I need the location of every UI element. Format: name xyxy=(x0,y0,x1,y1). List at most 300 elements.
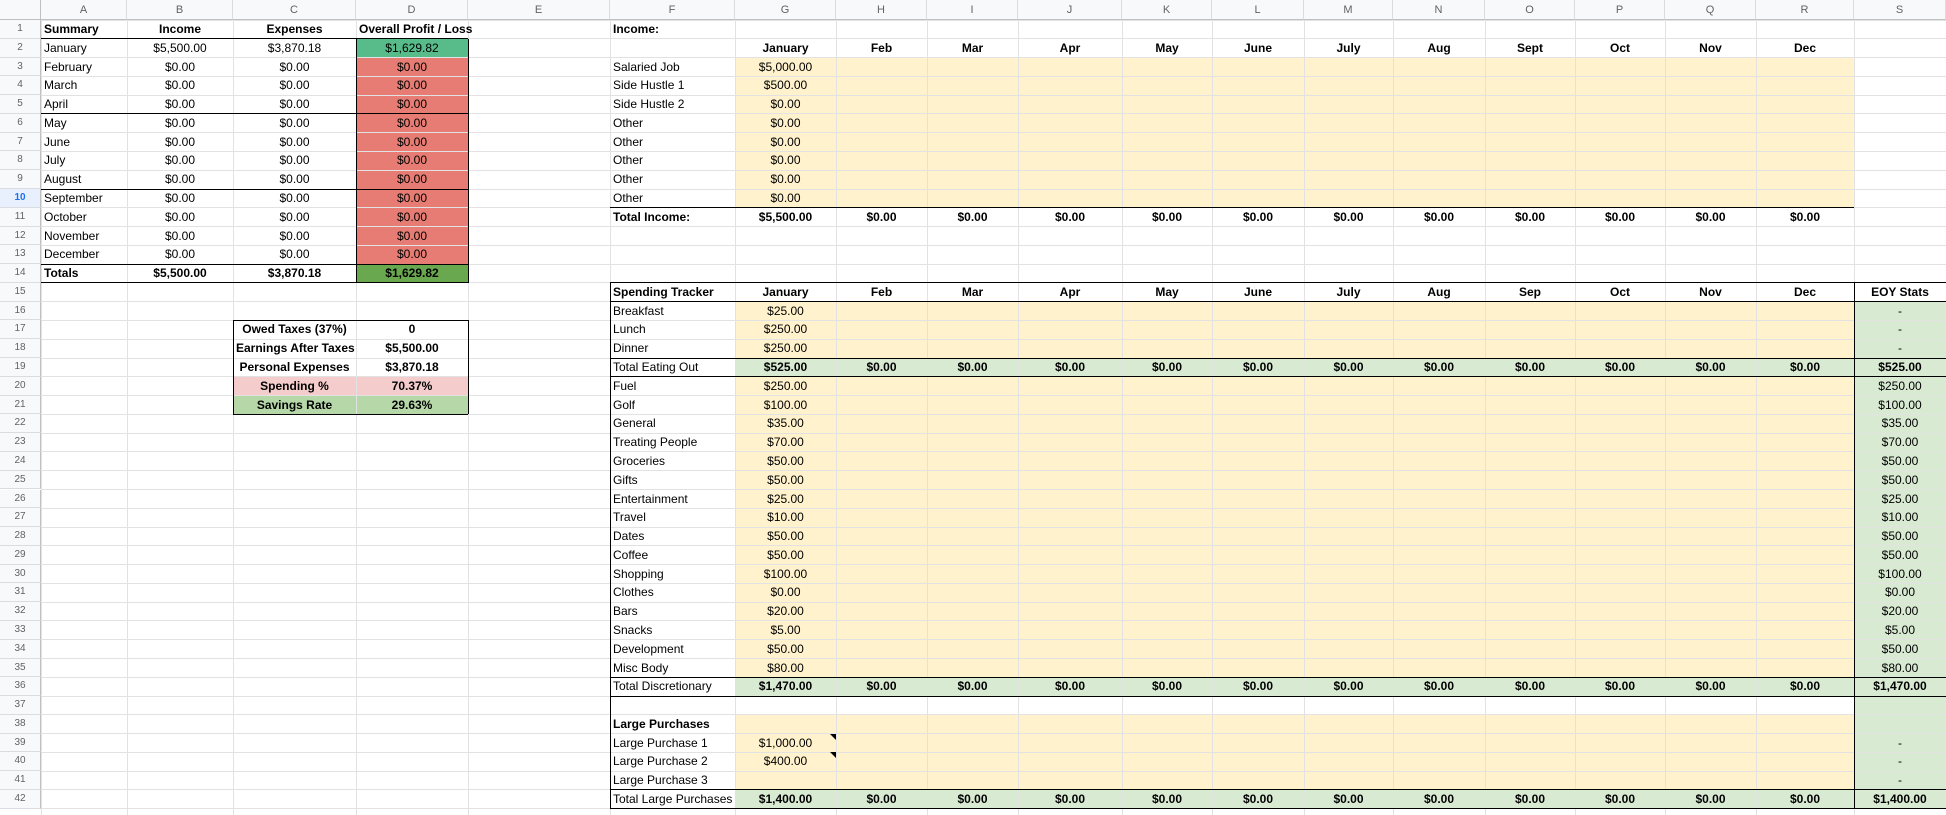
summary-value[interactable]: $0.00 xyxy=(396,59,428,74)
row-header-31[interactable]: 31 xyxy=(0,583,41,602)
summary-value[interactable]: $0.00 xyxy=(396,115,428,130)
expense-value[interactable]: $250.00 xyxy=(763,378,808,393)
summary-border xyxy=(41,38,468,39)
row-header-26[interactable]: 26 xyxy=(0,490,41,509)
spending-month-header[interactable]: Apr xyxy=(1059,284,1081,299)
column-header-j[interactable]: J xyxy=(1018,0,1122,20)
disc-total-value[interactable]: $0.00 xyxy=(1054,679,1086,694)
large-total-value[interactable]: $0.00 xyxy=(1333,791,1364,806)
income-month-header[interactable]: Aug xyxy=(1427,40,1451,55)
income-month-header[interactable]: June xyxy=(1243,40,1272,55)
large-total-value[interactable]: $0.00 xyxy=(1151,791,1183,806)
expense-category[interactable]: Groceries xyxy=(613,453,666,468)
stat-value[interactable]: 29.63% xyxy=(391,397,433,412)
row-header-3[interactable]: 3 xyxy=(0,58,41,77)
spending-month-header[interactable]: Dec xyxy=(1793,284,1816,299)
row-header-12[interactable]: 12 xyxy=(0,227,41,246)
row-header-19[interactable]: 19 xyxy=(0,358,41,377)
row-header-14[interactable]: 14 xyxy=(0,264,41,283)
expense-value[interactable]: $100.00 xyxy=(763,566,808,581)
summary-value[interactable]: $0.00 xyxy=(396,191,428,206)
row-header-8[interactable]: 8 xyxy=(0,151,41,170)
eating-total-value[interactable]: $0.00 xyxy=(1423,360,1455,375)
summary-value[interactable]: $0.00 xyxy=(396,134,428,149)
stat-label[interactable]: Earnings After Taxes xyxy=(236,341,355,356)
eoy-value[interactable]: $0.00 xyxy=(1884,585,1916,600)
large-total-value[interactable]: $0.00 xyxy=(1695,791,1726,806)
column-header-d[interactable]: D xyxy=(356,0,468,20)
eoy-value[interactable]: $50.00 xyxy=(1881,453,1919,468)
eoy-value[interactable]: $5.00 xyxy=(1884,622,1916,637)
row-gridline xyxy=(41,771,1946,772)
expense-category[interactable]: Misc Body xyxy=(613,660,669,675)
summary-value[interactable]: $0.00 xyxy=(164,78,196,93)
row-header-21[interactable]: 21 xyxy=(0,396,41,415)
summary-total[interactable]: $3,870.18 xyxy=(267,266,322,281)
comment-indicator-icon[interactable] xyxy=(830,752,836,758)
row-header-39[interactable]: 39 xyxy=(0,734,41,753)
row-header-30[interactable]: 30 xyxy=(0,565,41,584)
summary-month[interactable]: July xyxy=(44,153,66,168)
income-source[interactable]: Other xyxy=(613,153,644,168)
stat-value[interactable]: 0 xyxy=(408,322,416,337)
summary-month[interactable]: June xyxy=(44,134,71,149)
income-total-value[interactable]: $0.00 xyxy=(1695,209,1726,224)
disc-total-value[interactable]: $0.00 xyxy=(866,679,897,694)
income-total-value[interactable]: $0.00 xyxy=(1054,209,1086,224)
summary-value[interactable]: $0.00 xyxy=(279,134,310,149)
eoy-value[interactable]: $10.00 xyxy=(1881,510,1919,525)
income-month-header[interactable]: Mar xyxy=(961,40,984,55)
large-total-value[interactable]: $0.00 xyxy=(1604,791,1636,806)
row-header-36[interactable]: 36 xyxy=(0,677,41,696)
select-all-corner[interactable] xyxy=(0,0,41,20)
column-header-e[interactable]: E xyxy=(468,0,610,20)
column-header-m[interactable]: M xyxy=(1304,0,1393,20)
eoy-value[interactable]: - xyxy=(1898,322,1902,337)
income-source[interactable]: Other xyxy=(613,115,644,130)
row-header-38[interactable]: 38 xyxy=(0,715,41,734)
expense-value[interactable]: $50.00 xyxy=(767,641,804,656)
income-value[interactable]: $0.00 xyxy=(770,115,801,130)
spending-month-header[interactable]: Oct xyxy=(1609,284,1630,299)
large-purchase-label[interactable]: Large Purchase 1 xyxy=(613,735,708,750)
spending-month-header[interactable]: July xyxy=(1336,284,1361,299)
summary-value[interactable]: $0.00 xyxy=(164,209,196,224)
eoy-value[interactable]: $35.00 xyxy=(1881,416,1919,431)
income-value[interactable]: $5,000.00 xyxy=(758,59,813,74)
row-header-5[interactable]: 5 xyxy=(0,95,41,114)
summary-total[interactable]: $1,629.82 xyxy=(385,266,439,281)
income-total-value[interactable]: $0.00 xyxy=(866,209,897,224)
summary-value[interactable]: $0.00 xyxy=(279,115,310,130)
row-gridline xyxy=(41,489,1946,490)
expense-value[interactable]: $20.00 xyxy=(767,604,804,619)
column-header-l[interactable]: L xyxy=(1212,0,1304,20)
disc-total-value[interactable]: $0.00 xyxy=(1789,679,1821,694)
eoy-value[interactable]: $25.00 xyxy=(1881,491,1919,506)
expense-value[interactable]: $0.00 xyxy=(770,585,801,600)
large-total-label[interactable]: Total Large Purchases xyxy=(613,791,733,806)
summary-month[interactable]: October xyxy=(44,209,87,224)
eoy-value[interactable]: - xyxy=(1898,341,1902,356)
summary-header[interactable]: Income xyxy=(158,22,201,36)
expense-category[interactable]: Shopping xyxy=(613,566,664,581)
eoy-value[interactable]: $50.00 xyxy=(1881,641,1919,656)
summary-value[interactable]: $0.00 xyxy=(279,247,310,262)
income-source[interactable]: Side Hustle 1 xyxy=(613,78,685,93)
eoy-value[interactable]: $100.00 xyxy=(1878,397,1922,412)
summary-month[interactable]: March xyxy=(44,78,78,93)
summary-month[interactable]: February xyxy=(44,59,93,74)
eoy-value[interactable]: - xyxy=(1898,754,1902,769)
spending-month-header[interactable]: Feb xyxy=(870,284,893,299)
eating-total-value[interactable]: $0.00 xyxy=(1054,360,1086,375)
income-month-header[interactable]: Sept xyxy=(1516,40,1543,55)
column-header-h[interactable]: H xyxy=(836,0,927,20)
summary-value[interactable]: $5,500.00 xyxy=(153,40,207,55)
expense-value[interactable]: $25.00 xyxy=(767,491,804,506)
eoy-value[interactable]: $70.00 xyxy=(1881,435,1919,450)
column-header-s[interactable]: S xyxy=(1854,0,1946,20)
income-month-header[interactable]: Apr xyxy=(1059,40,1081,55)
eoy-value[interactable]: - xyxy=(1898,303,1902,318)
row-header-37[interactable]: 37 xyxy=(0,696,41,715)
expense-category[interactable]: Bars xyxy=(613,604,638,619)
row-header-28[interactable]: 28 xyxy=(0,527,41,546)
row-header-1[interactable]: 1 xyxy=(0,20,41,39)
row-header-24[interactable]: 24 xyxy=(0,452,41,471)
spending-title[interactable]: Spending Tracker xyxy=(613,284,714,299)
expense-value[interactable]: $250.00 xyxy=(763,322,808,337)
summary-header[interactable]: Expenses xyxy=(266,22,323,36)
eating-total-label[interactable]: Total Eating Out xyxy=(613,360,699,375)
eoy-header[interactable]: EOY Stats xyxy=(1871,284,1929,299)
eating-total-value[interactable]: $0.00 xyxy=(957,360,988,375)
column-header-b[interactable]: B xyxy=(127,0,233,20)
spending-month-header[interactable]: Mar xyxy=(961,284,984,299)
expense-category[interactable]: Travel xyxy=(613,510,646,525)
column-header-q[interactable]: Q xyxy=(1665,0,1756,20)
row-header-33[interactable]: 33 xyxy=(0,621,41,640)
large-total-value[interactable]: $0.00 xyxy=(1423,791,1455,806)
income-source[interactable]: Other xyxy=(613,191,644,206)
spending-month-header[interactable]: June xyxy=(1243,284,1272,299)
row-header-11[interactable]: 11 xyxy=(0,208,41,227)
stat-label[interactable]: Savings Rate xyxy=(256,397,333,412)
summary-value[interactable]: $0.00 xyxy=(279,78,310,93)
large-total-value[interactable]: $0.00 xyxy=(1242,791,1274,806)
row-header-13[interactable]: 13 xyxy=(0,245,41,264)
row-header-27[interactable]: 27 xyxy=(0,508,41,527)
large-purchase-value[interactable]: $400.00 xyxy=(763,754,808,769)
stats-border xyxy=(233,414,468,415)
large-purchase-label[interactable]: Large Purchase 2 xyxy=(613,754,708,769)
disc-total-value[interactable]: $1,470.00 xyxy=(758,679,813,694)
summary-month[interactable]: November xyxy=(44,228,100,243)
summary-value[interactable]: $0.00 xyxy=(396,209,428,224)
expense-category[interactable]: Breakfast xyxy=(613,303,664,318)
summary-value[interactable]: $0.00 xyxy=(279,153,310,168)
eating-total-value[interactable]: $525.00 xyxy=(763,360,808,375)
summary-month[interactable]: December xyxy=(44,247,100,262)
expense-category[interactable]: Gifts xyxy=(613,472,638,487)
summary-value[interactable]: $0.00 xyxy=(164,153,196,168)
eating-total-value[interactable]: $0.00 xyxy=(1604,360,1636,375)
income-month-header[interactable]: May xyxy=(1155,40,1179,55)
expense-value[interactable]: $50.00 xyxy=(767,529,804,544)
column-header-k[interactable]: K xyxy=(1122,0,1212,20)
summary-value[interactable]: $0.00 xyxy=(279,59,310,74)
income-title[interactable]: Income: xyxy=(613,22,660,36)
row-header-22[interactable]: 22 xyxy=(0,414,41,433)
eoy-value[interactable]: $250.00 xyxy=(1878,378,1922,393)
income-total-value[interactable]: $0.00 xyxy=(1242,209,1274,224)
expense-value[interactable]: $100.00 xyxy=(763,397,808,412)
income-source[interactable]: Other xyxy=(613,172,644,187)
income-value[interactable]: $0.00 xyxy=(770,191,801,206)
income-total-value[interactable]: $0.00 xyxy=(1514,209,1546,224)
disc-total-value[interactable]: $0.00 xyxy=(1151,679,1183,694)
summary-value[interactable]: $0.00 xyxy=(164,228,196,243)
summary-value[interactable]: $1,629.82 xyxy=(385,40,439,55)
income-total-label[interactable]: Total Income: xyxy=(613,209,691,224)
disc-eoy-total[interactable]: $1,470.00 xyxy=(1873,679,1927,694)
column-header-o[interactable]: O xyxy=(1485,0,1575,20)
summary-value[interactable]: $0.00 xyxy=(396,153,428,168)
income-month-header[interactable]: Dec xyxy=(1793,40,1816,55)
row-header-35[interactable]: 35 xyxy=(0,659,41,678)
summary-value[interactable]: $0.00 xyxy=(396,172,428,187)
large-purchases-title[interactable]: Large Purchases xyxy=(613,716,710,731)
disc-total-label[interactable]: Total Discretionary xyxy=(613,679,712,694)
summary-month[interactable]: September xyxy=(44,191,103,206)
large-total-value[interactable]: $0.00 xyxy=(1054,791,1086,806)
spending-month-header[interactable]: Nov xyxy=(1699,284,1722,299)
summary-value[interactable]: $0.00 xyxy=(279,209,310,224)
large-purchase-value[interactable]: $1,000.00 xyxy=(758,735,813,750)
comment-indicator-icon[interactable] xyxy=(830,734,836,740)
expense-category[interactable]: Treating People xyxy=(613,435,698,450)
eating-total-value[interactable]: $0.00 xyxy=(1242,360,1274,375)
row-header-9[interactable]: 9 xyxy=(0,170,41,189)
disc-total-value[interactable]: $0.00 xyxy=(1423,679,1455,694)
eoy-value[interactable]: $80.00 xyxy=(1881,660,1919,675)
eating-total-value[interactable]: $0.00 xyxy=(866,360,897,375)
eating-total-value[interactable]: $0.00 xyxy=(1789,360,1821,375)
large-total-value[interactable]: $0.00 xyxy=(1514,791,1546,806)
summary-value[interactable]: $0.00 xyxy=(279,97,310,112)
column-header-n[interactable]: N xyxy=(1393,0,1485,20)
eoy-value[interactable]: $50.00 xyxy=(1881,529,1919,544)
row-header-16[interactable]: 16 xyxy=(0,302,41,321)
expense-category[interactable]: Clothes xyxy=(613,585,654,600)
expense-value[interactable]: $50.00 xyxy=(767,472,804,487)
expense-value[interactable]: $250.00 xyxy=(763,341,808,356)
large-total-value[interactable]: $0.00 xyxy=(866,791,897,806)
expense-category[interactable]: Coffee xyxy=(613,547,649,562)
expense-category[interactable]: Golf xyxy=(613,397,636,412)
expense-value[interactable]: $80.00 xyxy=(767,660,804,675)
expense-category[interactable]: Snacks xyxy=(613,622,653,637)
eoy-value[interactable]: $100.00 xyxy=(1878,566,1922,581)
stat-label[interactable]: Spending % xyxy=(260,378,329,393)
eating-total-value[interactable]: $0.00 xyxy=(1695,360,1726,375)
summary-border xyxy=(41,282,468,283)
row-header-34[interactable]: 34 xyxy=(0,640,41,659)
column-header-g[interactable]: G xyxy=(735,0,836,20)
column-header-a[interactable]: A xyxy=(41,0,127,20)
disc-total-value[interactable]: $0.00 xyxy=(1604,679,1636,694)
row-header-2[interactable]: 2 xyxy=(0,39,41,58)
income-total-value[interactable]: $0.00 xyxy=(1789,209,1821,224)
income-total-value[interactable]: $0.00 xyxy=(1423,209,1455,224)
eating-total-value[interactable]: $0.00 xyxy=(1514,360,1546,375)
stat-value[interactable]: 70.37% xyxy=(391,378,433,393)
income-source[interactable]: Salaried Job xyxy=(613,59,680,74)
column-header-f[interactable]: F xyxy=(610,0,735,20)
eating-total-value[interactable]: $0.00 xyxy=(1333,360,1364,375)
income-total-value[interactable]: $0.00 xyxy=(1333,209,1364,224)
column-header-p[interactable]: P xyxy=(1575,0,1665,20)
summary-value[interactable]: $0.00 xyxy=(396,97,428,112)
summary-month[interactable]: January xyxy=(44,40,87,55)
income-source[interactable]: Other xyxy=(613,134,644,149)
summary-total[interactable]: $5,500.00 xyxy=(153,266,207,281)
summary-header[interactable]: Overall Profit / Loss xyxy=(359,22,473,36)
eoy-value[interactable]: $50.00 xyxy=(1881,547,1919,562)
summary-value[interactable]: $0.00 xyxy=(279,228,310,243)
summary-value[interactable]: $0.00 xyxy=(164,97,196,112)
row-header-7[interactable]: 7 xyxy=(0,133,41,152)
income-value[interactable]: $0.00 xyxy=(770,97,801,112)
row-header-10[interactable]: 10 xyxy=(0,189,41,208)
expense-value[interactable]: $50.00 xyxy=(767,547,804,562)
stat-label[interactable]: Personal Expenses xyxy=(239,360,350,375)
row-header-29[interactable]: 29 xyxy=(0,546,41,565)
spending-month-header[interactable]: Aug xyxy=(1427,284,1451,299)
spending-month-header[interactable]: May xyxy=(1155,284,1179,299)
summary-value[interactable]: $0.00 xyxy=(164,115,196,130)
expense-category[interactable]: Development xyxy=(613,641,684,656)
expense-value[interactable]: $70.00 xyxy=(767,435,804,450)
expense-value[interactable]: $35.00 xyxy=(767,416,804,431)
row-header-25[interactable]: 25 xyxy=(0,471,41,490)
row-header-41[interactable]: 41 xyxy=(0,771,41,790)
stat-value[interactable]: $3,870.18 xyxy=(385,360,439,375)
summary-value[interactable]: $0.00 xyxy=(396,78,428,93)
eoy-value[interactable]: - xyxy=(1898,735,1902,750)
large-purchase-label[interactable]: Large Purchase 3 xyxy=(613,773,708,788)
eating-total-value[interactable]: $0.00 xyxy=(1151,360,1183,375)
summary-value[interactable]: $0.00 xyxy=(164,191,196,206)
expense-category[interactable]: Dinner xyxy=(613,341,649,356)
row-header-18[interactable]: 18 xyxy=(0,339,41,358)
column-header-i[interactable]: I xyxy=(927,0,1018,20)
income-total-value[interactable]: $5,500.00 xyxy=(758,209,813,224)
expense-value[interactable]: $50.00 xyxy=(767,453,804,468)
expense-category[interactable]: Lunch xyxy=(613,322,646,337)
income-month-header[interactable]: January xyxy=(762,40,809,55)
stat-value[interactable]: $5,500.00 xyxy=(385,341,439,356)
income-month-header[interactable]: Feb xyxy=(870,40,893,55)
disc-total-value[interactable]: $0.00 xyxy=(1242,679,1274,694)
column-header-c[interactable]: C xyxy=(233,0,356,20)
summary-month[interactable]: May xyxy=(44,115,67,130)
income-month-header[interactable]: Nov xyxy=(1699,40,1722,55)
disc-total-value[interactable]: $0.00 xyxy=(957,679,988,694)
income-source[interactable]: Side Hustle 2 xyxy=(613,97,685,112)
expense-value[interactable]: $5.00 xyxy=(770,622,801,637)
row-header-40[interactable]: 40 xyxy=(0,752,41,771)
disc-total-value[interactable]: $0.00 xyxy=(1514,679,1546,694)
stat-label[interactable]: Owed Taxes (37%) xyxy=(242,322,347,337)
expense-value[interactable]: $10.00 xyxy=(767,510,804,525)
income-total-value[interactable]: $0.00 xyxy=(957,209,988,224)
expense-category[interactable]: Entertainment xyxy=(613,491,688,506)
row-header-32[interactable]: 32 xyxy=(0,602,41,621)
income-value[interactable]: $500.00 xyxy=(763,78,808,93)
eating-eoy-total[interactable]: $525.00 xyxy=(1878,360,1922,375)
summary-month[interactable]: August xyxy=(44,172,82,187)
summary-total[interactable]: Totals xyxy=(44,266,79,281)
summary-header[interactable]: Summary xyxy=(44,22,99,36)
summary-value[interactable]: $0.00 xyxy=(164,59,196,74)
summary-value[interactable]: $0.00 xyxy=(279,191,310,206)
expense-value[interactable]: $25.00 xyxy=(767,303,804,318)
row-header-17[interactable]: 17 xyxy=(0,320,41,339)
income-value[interactable]: $0.00 xyxy=(770,153,801,168)
large-purchase-value[interactable] xyxy=(735,771,836,790)
summary-month[interactable]: April xyxy=(44,97,69,112)
eoy-value[interactable]: - xyxy=(1898,773,1902,788)
disc-total-value[interactable]: $0.00 xyxy=(1695,679,1726,694)
income-month-header[interactable]: July xyxy=(1336,40,1361,55)
row-header-4[interactable]: 4 xyxy=(0,76,41,95)
income-value[interactable]: $0.00 xyxy=(770,172,801,187)
expense-category[interactable]: Fuel xyxy=(613,378,637,393)
row-header-15[interactable]: 15 xyxy=(0,283,41,302)
expense-category[interactable]: Dates xyxy=(613,529,645,544)
spending-month-header[interactable]: January xyxy=(762,284,809,299)
row-header-6[interactable]: 6 xyxy=(0,114,41,133)
income-total-value[interactable]: $0.00 xyxy=(1604,209,1636,224)
row-header-23[interactable]: 23 xyxy=(0,433,41,452)
summary-value[interactable]: $3,870.18 xyxy=(267,40,322,55)
income-month-header[interactable]: Oct xyxy=(1609,40,1630,55)
summary-value[interactable]: $0.00 xyxy=(279,172,310,187)
summary-value[interactable]: $0.00 xyxy=(396,247,428,262)
row-header-42[interactable]: 42 xyxy=(0,790,41,809)
income-value[interactable]: $0.00 xyxy=(770,134,801,149)
large-total-value[interactable]: $0.00 xyxy=(1789,791,1821,806)
eoy-value[interactable]: $20.00 xyxy=(1881,604,1919,619)
eoy-value[interactable]: $50.00 xyxy=(1881,472,1919,487)
disc-total-value[interactable]: $0.00 xyxy=(1333,679,1364,694)
summary-value[interactable]: $0.00 xyxy=(396,228,428,243)
large-eoy-total[interactable]: $1,400.00 xyxy=(1873,791,1927,806)
row-header-20[interactable]: 20 xyxy=(0,377,41,396)
summary-value[interactable]: $0.00 xyxy=(164,172,196,187)
summary-value[interactable]: $0.00 xyxy=(164,247,196,262)
summary-value[interactable]: $0.00 xyxy=(164,134,196,149)
income-total-value[interactable]: $0.00 xyxy=(1151,209,1183,224)
expense-category[interactable]: General xyxy=(613,416,656,431)
large-total-value[interactable]: $1,400.00 xyxy=(758,791,813,806)
column-header-r[interactable]: R xyxy=(1756,0,1854,20)
spending-month-header[interactable]: Sep xyxy=(1518,284,1541,299)
large-total-value[interactable]: $0.00 xyxy=(957,791,988,806)
